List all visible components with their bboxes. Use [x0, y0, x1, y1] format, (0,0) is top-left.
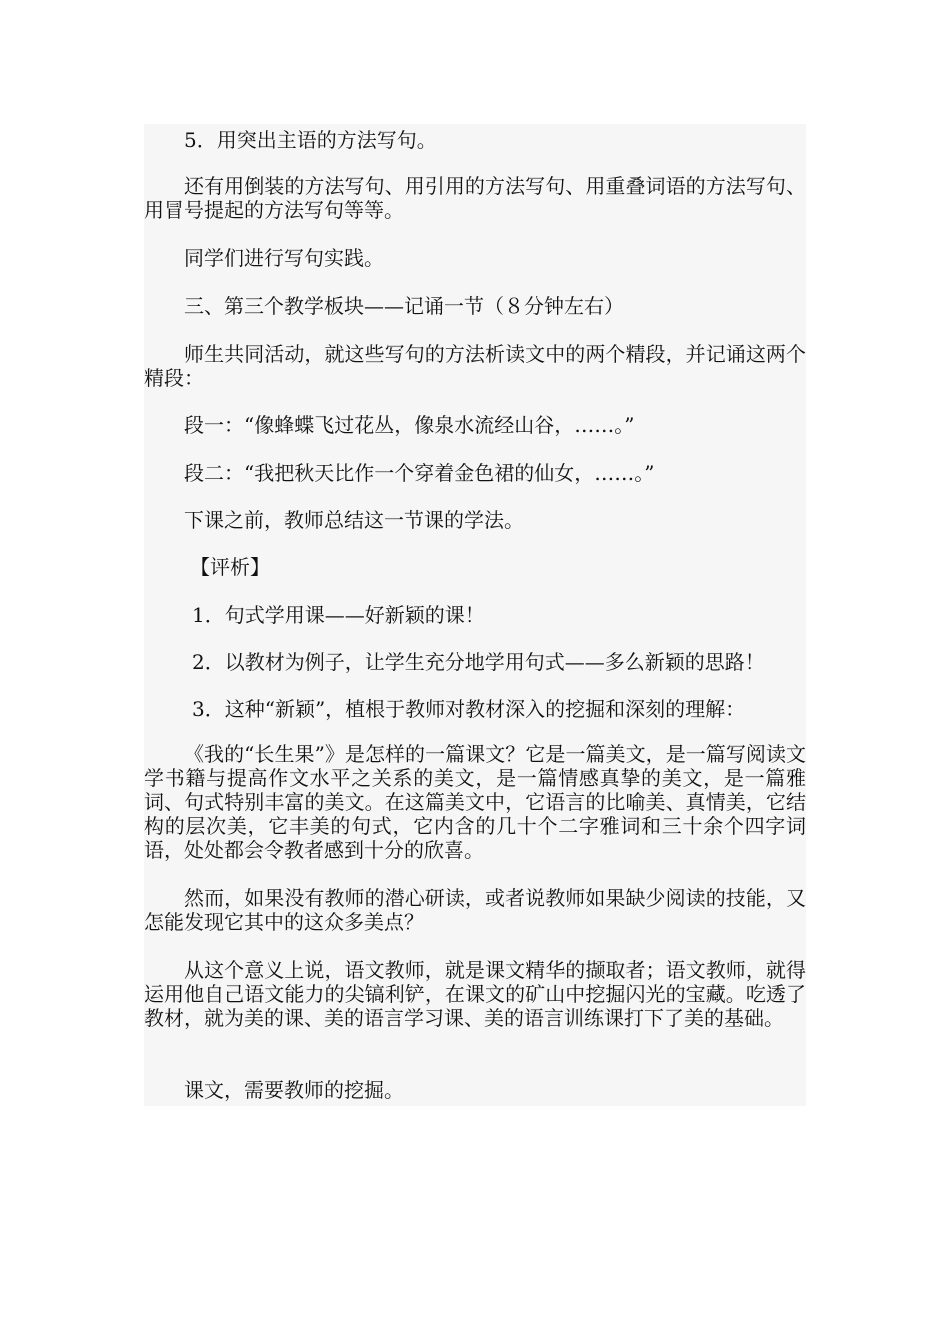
paragraph-practice: 同学们进行写句实践。: [184, 246, 384, 270]
paragraph-method-subject: 5．用突出主语的方法写句。: [184, 128, 437, 152]
paragraph-text-analysis: 《我的“长生果”》是怎样的一篇课文？它是一篇美文，是一篇写阅读文学书籍与提高作文水平之关系的美文，是一篇情感真挚的美文，是一篇雅词、句式特别丰富的美文。在这篇美文中，它语言的比喻美、真情美，它结构的层次美，它丰美的句式，它内含的几十个二字雅词和三十余个四字词语，处处都会令教者感到十分的欣喜。: [144, 742, 806, 862]
document-text-block: [144, 124, 806, 1106]
heading-commentary: 【评析】: [190, 555, 270, 579]
commentary-item-1: 1．句式学用课——好新颖的课！: [192, 603, 485, 627]
paragraph-teacher-study: 然而，如果没有教师的潜心研读，或者说教师如果缺少阅读的技能，又怎能发现它其中的这众多美点？: [144, 886, 806, 934]
paragraph-teacher-role: 从这个意义上说，语文教师，就是课文精华的撷取者；语文教师，就得运用他自己语文能力的尖镐利铲，在课文的矿山中挖掘闪光的宝藏。吃透了教材，就为美的课、美的语言学习课、美的语言训练课打下了美的基础。: [144, 958, 806, 1030]
paragraph-excerpt-one: 段一：“像蜂蝶飞过花丛，像泉水流经山谷，……。”: [184, 413, 635, 437]
commentary-item-3: 3．这种“新颖”，植根于教师对教材深入的挖掘和深刻的理解：: [192, 697, 746, 721]
section-heading-third-block: 三、第三个教学板块——记诵一节（８分钟左右）: [184, 294, 624, 318]
paragraph-summary: 下课之前，教师总结这一节课的学法。: [184, 508, 524, 532]
paragraph-other-methods: 还有用倒装的方法写句、用引用的方法写句、用重叠词语的方法写句、用冒号提起的方法写句等等。: [144, 174, 806, 222]
paragraph-excerpt-two: 段二：“我把秋天比作一个穿着金色裙的仙女，……。”: [184, 461, 655, 485]
commentary-item-2: 2．以教材为例子，让学生充分地学用句式——多么新颖的思路！: [192, 650, 765, 674]
paragraph-joint-activity: 师生共同活动，就这些写句的方法析读文中的两个精段，并记诵这两个精段：: [144, 342, 806, 390]
paragraph-conclusion: 课文，需要教师的挖掘。: [184, 1078, 404, 1102]
